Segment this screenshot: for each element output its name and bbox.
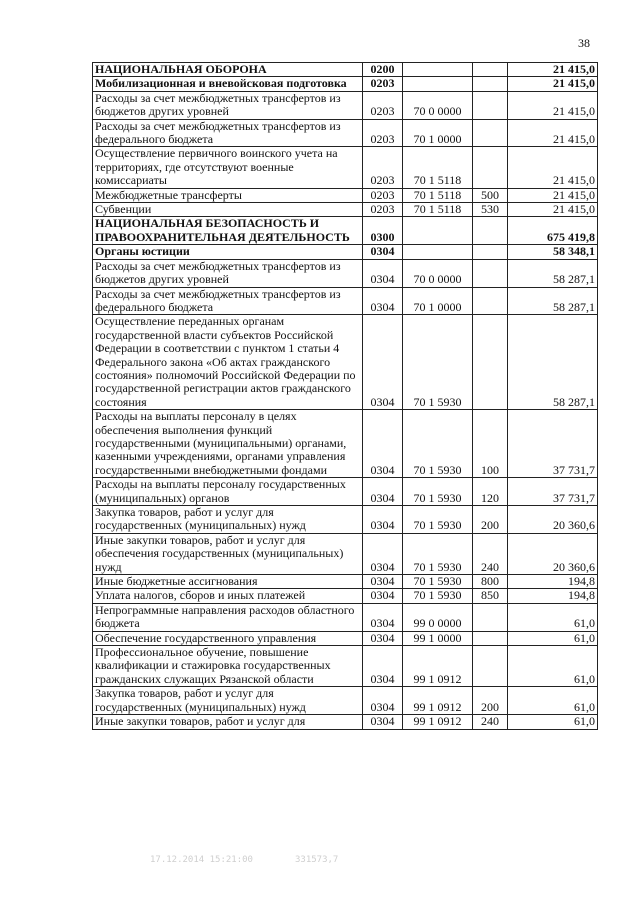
row-name: Расходы на выплаты персоналу государственных (муниципальных) органов xyxy=(93,478,363,506)
row-amount: 194,8 xyxy=(508,589,598,603)
row-expense-type xyxy=(473,91,508,119)
row-target-article: 70 1 5930 xyxy=(403,315,473,410)
row-name: Непрограммные направления расходов областного бюджета xyxy=(93,603,363,631)
row-section: 0300 xyxy=(363,217,403,245)
table-row xyxy=(93,715,598,729)
row-amount: 58 287,1 xyxy=(508,287,598,315)
row-amount: 58 287,1 xyxy=(508,259,598,287)
table-row xyxy=(93,603,598,631)
row-section: 0203 xyxy=(363,77,403,91)
row-section: 0304 xyxy=(363,687,403,715)
row-expense-type xyxy=(473,77,508,91)
table-row xyxy=(93,188,598,202)
row-amount: 61,0 xyxy=(508,646,598,687)
row-expense-type xyxy=(473,63,508,77)
row-amount: 21 415,0 xyxy=(508,203,598,217)
row-target-article: 70 1 0000 xyxy=(403,119,473,147)
row-name: Субвенции xyxy=(93,203,363,217)
row-section: 0203 xyxy=(363,188,403,202)
table-row xyxy=(93,245,598,259)
footer-timestamp: 17.12.2014 15:21:00 xyxy=(150,855,253,865)
row-amount: 194,8 xyxy=(508,575,598,589)
table-row xyxy=(93,287,598,315)
row-expense-type xyxy=(473,603,508,631)
row-amount: 61,0 xyxy=(508,687,598,715)
row-name: НАЦИОНАЛЬНАЯ БЕЗОПАСНОСТЬ И ПРАВООХРАНИТЕЛЬНАЯ ДЕЯТЕЛЬНОСТЬ xyxy=(93,217,363,245)
row-amount: 20 360,6 xyxy=(508,506,598,534)
row-amount: 21 415,0 xyxy=(508,63,598,77)
row-target-article: 70 0 0000 xyxy=(403,259,473,287)
row-expense-type: 200 xyxy=(473,506,508,534)
row-target-article: 70 1 5118 xyxy=(403,147,473,188)
row-section: 0304 xyxy=(363,603,403,631)
row-name: Закупка товаров, работ и услуг для государственных (муниципальных) нужд xyxy=(93,687,363,715)
row-amount: 21 415,0 xyxy=(508,188,598,202)
row-target-article: 70 1 5930 xyxy=(403,533,473,574)
budget-table xyxy=(92,62,598,730)
table-row xyxy=(93,91,598,119)
row-target-article xyxy=(403,77,473,91)
row-section: 0304 xyxy=(363,259,403,287)
row-expense-type: 200 xyxy=(473,687,508,715)
row-section: 0304 xyxy=(363,575,403,589)
row-target-article: 70 1 5930 xyxy=(403,410,473,478)
row-expense-type xyxy=(473,287,508,315)
row-amount: 21 415,0 xyxy=(508,147,598,188)
table-row xyxy=(93,77,598,91)
row-target-article: 70 1 5930 xyxy=(403,575,473,589)
row-expense-type: 800 xyxy=(473,575,508,589)
row-section: 0304 xyxy=(363,715,403,729)
row-amount: 37 731,7 xyxy=(508,410,598,478)
row-section: 0304 xyxy=(363,245,403,259)
row-name: Расходы за счет межбюджетных трансфертов из бюджетов других уровней xyxy=(93,91,363,119)
row-amount: 675 419,8 xyxy=(508,217,598,245)
row-name: Расходы за счет межбюджетных трансфертов из федерального бюджета xyxy=(93,119,363,147)
row-target-article: 99 1 0912 xyxy=(403,687,473,715)
row-target-article: 99 1 0912 xyxy=(403,646,473,687)
row-target-article: 70 1 5930 xyxy=(403,478,473,506)
row-expense-type xyxy=(473,259,508,287)
table-row xyxy=(93,217,598,245)
row-expense-type xyxy=(473,646,508,687)
table-row xyxy=(93,203,598,217)
row-target-article: 99 1 0912 xyxy=(403,715,473,729)
budget-table-body xyxy=(93,63,598,730)
row-expense-type: 530 xyxy=(473,203,508,217)
row-expense-type xyxy=(473,245,508,259)
row-name: Органы юстиции xyxy=(93,245,363,259)
row-name: Мобилизационная и вневойсковая подготовка xyxy=(93,77,363,91)
row-name: Закупка товаров, работ и услуг для государственных (муниципальных) нужд xyxy=(93,506,363,534)
row-amount: 21 415,0 xyxy=(508,91,598,119)
row-expense-type: 120 xyxy=(473,478,508,506)
row-expense-type: 240 xyxy=(473,533,508,574)
row-target-article xyxy=(403,63,473,77)
row-amount: 58 287,1 xyxy=(508,315,598,410)
row-target-article: 70 0 0000 xyxy=(403,91,473,119)
row-expense-type xyxy=(473,119,508,147)
row-name: Расходы за счет межбюджетных трансфертов из бюджетов других уровней xyxy=(93,259,363,287)
row-name: Профессиональное обучение, повышение квалификации и стажировка государственных гражданских служащих Рязанской области xyxy=(93,646,363,687)
row-section: 0304 xyxy=(363,410,403,478)
table-row xyxy=(93,646,598,687)
row-section: 0304 xyxy=(363,315,403,410)
row-target-article: 99 0 0000 xyxy=(403,603,473,631)
row-amount: 21 415,0 xyxy=(508,119,598,147)
table-row xyxy=(93,533,598,574)
row-name: Осуществление переданных органам государственной власти субъектов Российской Федерации в соответствии с пунктом 1 статьи 4 Федерального закона «Об актах гражданского состояния» полномочий Российской Федерации по государственной регистрации актов гражданского состояния xyxy=(93,315,363,410)
row-expense-type xyxy=(473,217,508,245)
row-name: Иные закупки товаров, работ и услуг для обеспечения государственных (муниципальных) нужд xyxy=(93,533,363,574)
row-section: 0304 xyxy=(363,589,403,603)
row-expense-type xyxy=(473,315,508,410)
row-name: Межбюджетные трансферты xyxy=(93,188,363,202)
row-section: 0304 xyxy=(363,506,403,534)
row-amount: 61,0 xyxy=(508,715,598,729)
row-target-article xyxy=(403,245,473,259)
row-amount: 58 348,1 xyxy=(508,245,598,259)
footer-stamp xyxy=(100,855,580,869)
table-row xyxy=(93,410,598,478)
row-name: Расходы на выплаты персоналу в целях обеспечения выполнения функций государственными (муниципальными) органами, казенными учреждениями, органами управления государственными внебюджетными фондами xyxy=(93,410,363,478)
row-name: Расходы за счет межбюджетных трансфертов из федерального бюджета xyxy=(93,287,363,315)
row-target-article: 70 1 5930 xyxy=(403,589,473,603)
row-target-article: 70 1 5118 xyxy=(403,188,473,202)
table-row xyxy=(93,63,598,77)
row-target-article: 70 1 5118 xyxy=(403,203,473,217)
row-target-article: 70 1 5930 xyxy=(403,506,473,534)
table-row xyxy=(93,631,598,645)
row-section: 0304 xyxy=(363,533,403,574)
row-expense-type xyxy=(473,147,508,188)
row-expense-type xyxy=(473,631,508,645)
row-section: 0304 xyxy=(363,287,403,315)
page-number: 38 xyxy=(578,36,590,50)
row-section: 0203 xyxy=(363,203,403,217)
row-expense-type: 500 xyxy=(473,188,508,202)
table-row xyxy=(93,575,598,589)
table-row xyxy=(93,589,598,603)
table-row xyxy=(93,259,598,287)
row-section: 0304 xyxy=(363,478,403,506)
table-row xyxy=(93,506,598,534)
row-name: НАЦИОНАЛЬНАЯ ОБОРОНА xyxy=(93,63,363,77)
row-section: 0203 xyxy=(363,119,403,147)
row-section: 0203 xyxy=(363,147,403,188)
table-row xyxy=(93,147,598,188)
row-target-article: 70 1 0000 xyxy=(403,287,473,315)
row-amount: 61,0 xyxy=(508,603,598,631)
row-section: 0304 xyxy=(363,646,403,687)
row-amount: 20 360,6 xyxy=(508,533,598,574)
table-row xyxy=(93,119,598,147)
row-name: Обеспечение государственного управления xyxy=(93,631,363,645)
table-row xyxy=(93,315,598,410)
row-section: 0304 xyxy=(363,631,403,645)
table-row xyxy=(93,478,598,506)
row-target-article: 99 1 0000 xyxy=(403,631,473,645)
row-name: Уплата налогов, сборов и иных платежей xyxy=(93,589,363,603)
row-expense-type: 240 xyxy=(473,715,508,729)
row-expense-type: 100 xyxy=(473,410,508,478)
row-name: Осуществление первичного воинского учета на территориях, где отсутствуют военные комиссариаты xyxy=(93,147,363,188)
row-amount: 37 731,7 xyxy=(508,478,598,506)
row-name: Иные закупки товаров, работ и услуг для xyxy=(93,715,363,729)
row-section: 0200 xyxy=(363,63,403,77)
row-amount: 61,0 xyxy=(508,631,598,645)
table-row xyxy=(93,687,598,715)
row-expense-type: 850 xyxy=(473,589,508,603)
row-target-article xyxy=(403,217,473,245)
footer-code: 331573,7 xyxy=(295,855,339,865)
row-amount: 21 415,0 xyxy=(508,77,598,91)
row-section: 0203 xyxy=(363,91,403,119)
row-name: Иные бюджетные ассигнования xyxy=(93,575,363,589)
